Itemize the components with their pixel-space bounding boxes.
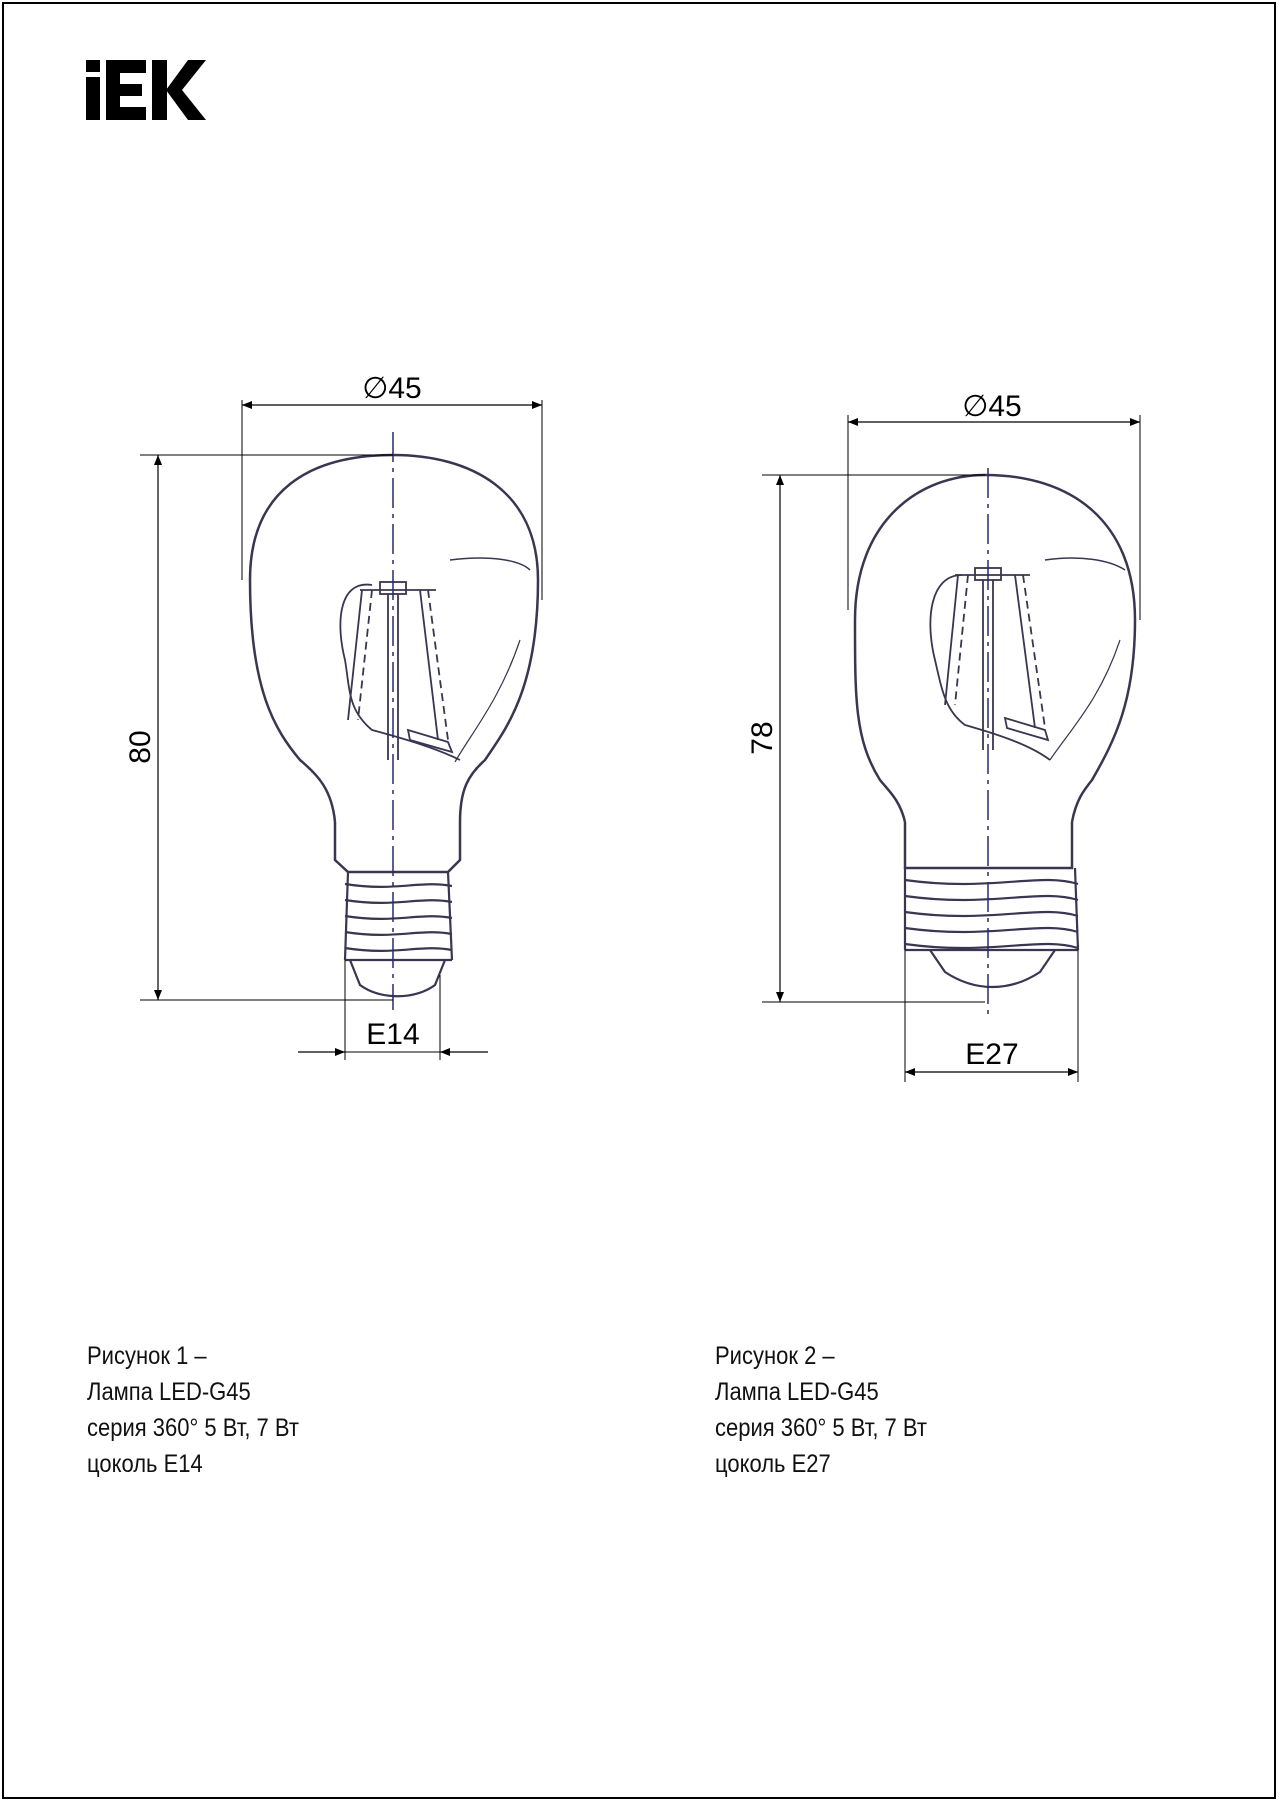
bulb-e27-figure — [746, 390, 1140, 1082]
e27-diameter-label: ∅45 — [962, 390, 1022, 423]
figure-1-caption — [87, 1338, 299, 1482]
bulb-e27-glass — [855, 475, 1135, 822]
e14-height-label: 80 — [124, 730, 157, 764]
caption-line: Рисунок 2 – — [715, 1342, 835, 1370]
e27-height-label: 78 — [746, 721, 779, 755]
e14-filaments — [340, 582, 460, 760]
bulb-e14-figure — [124, 372, 542, 1060]
e27-filaments — [930, 568, 1050, 760]
caption-line: Рисунок 1 – — [87, 1342, 207, 1370]
caption-line: серия 360° 5 Вт, 7 Вт — [87, 1414, 299, 1442]
caption-line: серия 360° 5 Вт, 7 Вт — [715, 1414, 927, 1442]
e14-thread — [345, 872, 452, 996]
e27-base-label: E27 — [965, 1038, 1019, 1071]
e14-base-label: E14 — [366, 1018, 420, 1051]
caption-line: цоколь E27 — [715, 1450, 831, 1478]
e27-thread — [905, 868, 1078, 987]
bulb-e14-glass — [250, 455, 538, 822]
figure-2-caption — [715, 1338, 927, 1482]
caption-line: Лампа LED-G45 — [715, 1378, 879, 1406]
caption-line: Лампа LED-G45 — [87, 1378, 251, 1406]
e14-diameter-label: ∅45 — [362, 372, 422, 405]
caption-line: цоколь E14 — [87, 1450, 203, 1478]
